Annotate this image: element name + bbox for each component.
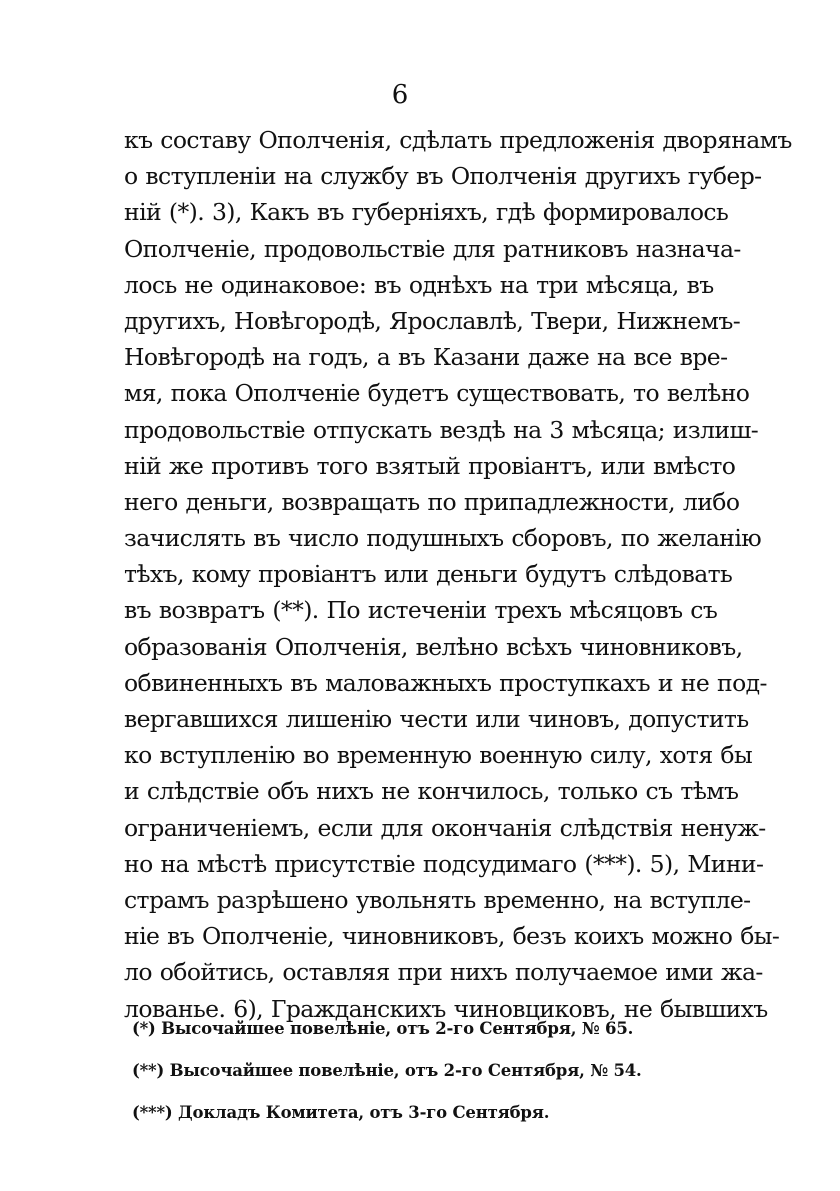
- text-line: ніе въ Ополченіе, чиновниковъ, безъ коихъ можно бы-: [124, 922, 780, 951]
- text-line: тѣхъ, кому провіантъ или деньги будутъ слѣдовать: [124, 560, 733, 589]
- text-line: лованье. 6), Гражданскихъ чиновциковъ, не бывшихъ: [124, 994, 768, 1023]
- text-line: ко вступленію во временную военную силу, хотя бы: [124, 741, 753, 770]
- text-line: мя, пока Ополченіе будетъ существовать, то велѣно: [124, 379, 750, 408]
- text-line: и слѣдствіе объ нихъ не кончилось, только съ тѣмъ: [124, 777, 739, 806]
- text-line: образованія Ополченія, велѣно всѣхъ чиновниковъ,: [124, 632, 743, 661]
- text-line: ній (*). 3), Какъ въ губерніяхъ, гдѣ формировалось: [124, 198, 729, 227]
- text-line: другихъ, Новѣгородѣ, Ярославлѣ, Твери, Нижнемъ-: [124, 306, 741, 335]
- text-line: ній же противъ того взятый провіантъ, или вмѣсто: [124, 451, 736, 480]
- text-line: вергавшихся лишенію чести или чиновъ, допустить: [124, 705, 749, 733]
- text-line: лось не одинаковое: въ однѣхъ на три мѣсяца, въ: [124, 270, 714, 299]
- text-line: Ополченіе, продовольствіе для ратниковъ назнача-: [124, 234, 741, 263]
- text-line: въ возвратъ (**). По истеченіи трехъ мѣсяцовъ съ: [124, 596, 718, 625]
- footnotes: [132, 1008, 692, 1134]
- footnote-2: (**) Высочайшее повелѣніе, отъ 2-го Сентября, № 54.: [132, 1061, 642, 1080]
- text-line: него деньги, возвращать по припадлежности, либо: [124, 487, 740, 516]
- text-line: зачислять въ число подушныхъ сборовъ, по желанію: [124, 524, 762, 553]
- text-line: страмъ разрѣшено увольнять временно, на вступле-: [124, 885, 751, 914]
- text-line: о вступленіи на службу въ Ополченія другихъ губер-: [124, 162, 762, 191]
- text-line: ограниченіемъ, если для окончанія слѣдствія ненуж-: [124, 813, 766, 842]
- body-text: [124, 122, 792, 1027]
- text-line: Новѣгородѣ на годъ, а въ Казани даже на все вре-: [124, 343, 728, 372]
- text-line: обвиненныхъ въ маловажныхъ проступкахъ и не под-: [124, 668, 767, 697]
- text-line: продовольствіе отпускать вездѣ на 3 мѣсяца; излиш-: [124, 415, 759, 444]
- text-line: но на мѣстѣ присутствіе подсудимаго (***). 5), Мини-: [124, 849, 764, 878]
- text-line: ло обойтись, оставляя при нихъ получаемое ими жа-: [124, 958, 763, 987]
- footnote-3: (***) Докладъ Комитета, отъ 3-го Сентября.: [132, 1103, 550, 1122]
- footnote-1: (*) Высочайшее повелѣніе, отъ 2-го Сентября, № 65.: [132, 1019, 634, 1038]
- text-line: къ составу Ополченія, сдѣлать предложенія дворянамъ: [124, 126, 792, 154]
- page-number: 6: [391, 80, 409, 110]
